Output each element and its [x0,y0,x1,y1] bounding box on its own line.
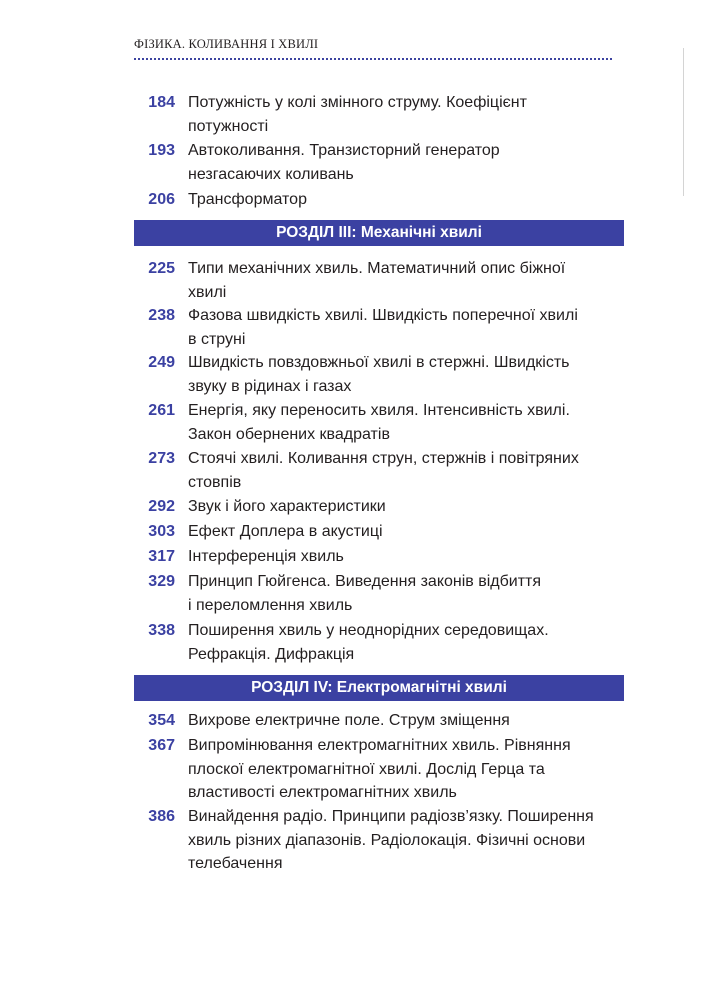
section-heading-3: РОЗДІЛ III: Механічні хвилі [134,220,624,246]
page-number: 225 [148,260,175,277]
page-number: 303 [148,523,175,540]
toc-entry[interactable] [134,545,624,569]
entry-title: Трансформатор [188,191,307,208]
running-head: ФІЗИКА. КОЛИВАННЯ І ХВИЛІ [134,37,319,51]
entry-title: Типи механічних хвиль. Математичний опис біжної хвилі [188,260,566,301]
toc-entry[interactable] [134,734,624,805]
page-number: 273 [148,450,175,467]
entry-title: Стоячі хвилі. Коливання струн, стержнів і повітряних стовпів [188,450,579,491]
page-number: 184 [148,94,175,111]
entry-title: Випромінювання електромагнітних хвиль. Рівняння плоскої електромагнітної хвилі. Дослід Герца та властивості електромагнітних хвиль [188,737,571,801]
toc-entry[interactable] [134,805,624,876]
entry-title: Інтерференція хвиль [188,548,344,565]
page-number: 249 [148,354,175,371]
entry-title: Ефект Доплера в акустиці [188,523,383,540]
page-number: 206 [148,191,175,208]
right-edge-line [683,48,684,196]
toc-entry[interactable] [134,447,624,494]
dotted-rule [134,58,612,60]
toc-entry[interactable] [134,495,624,519]
entry-title: Вихрове електричне поле. Струм зміщення [188,712,510,729]
entry-title: Поширення хвиль у неоднорідних середовищах. Рефракція. Дифракція [188,622,549,663]
toc-entry[interactable] [134,91,624,138]
toc-entry[interactable] [134,399,624,446]
section-heading-4: РОЗДІЛ IV: Електромагнітні хвилі [134,675,624,701]
page-number: 193 [148,142,175,159]
page-number: 292 [148,498,175,515]
toc-entry[interactable] [134,188,624,212]
toc-entry[interactable] [134,520,624,544]
toc-entry[interactable] [134,304,624,351]
entry-title: Звук і його характеристики [188,498,386,515]
toc-entry[interactable] [134,709,624,733]
page-number: 367 [148,737,175,754]
entry-title: Швидкість повздовжньої хвилі в стержні. Швидкість звуку в рідинах і газах [188,354,570,395]
entry-title: Енергія, яку переносить хвиля. Інтенсивність хвилі. Закон обернених квадратів [188,402,570,443]
page-number: 338 [148,622,175,639]
page-number: 261 [148,402,175,419]
toc-entry[interactable] [134,570,624,617]
page-number: 354 [148,712,175,729]
toc-entry[interactable] [134,619,624,666]
page-number: 386 [148,808,175,825]
toc-entry[interactable] [134,257,624,304]
entry-title: Винайдення радіо. Принципи радіозв’язку. Поширення хвиль різних діапазонів. Радіолокація. Фізичні основи телебачення [188,808,594,872]
page-number: 329 [148,573,175,590]
page-number: 238 [148,307,175,324]
entry-title: Потужність у колі змінного струму. Коефіцієнт потужності [188,94,527,135]
entry-title: Автоколивання. Транзисторний генератор незгасаючих коливань [188,142,500,183]
entry-title: Принцип Гюйгенса. Виведення законів відбиття і переломлення хвиль [188,573,542,614]
page-number: 317 [148,548,175,565]
toc-entry[interactable] [134,351,624,398]
toc-entry[interactable] [134,139,624,186]
entry-title: Фазова швидкість хвилі. Швидкість поперечної хвилі в струні [188,307,578,348]
